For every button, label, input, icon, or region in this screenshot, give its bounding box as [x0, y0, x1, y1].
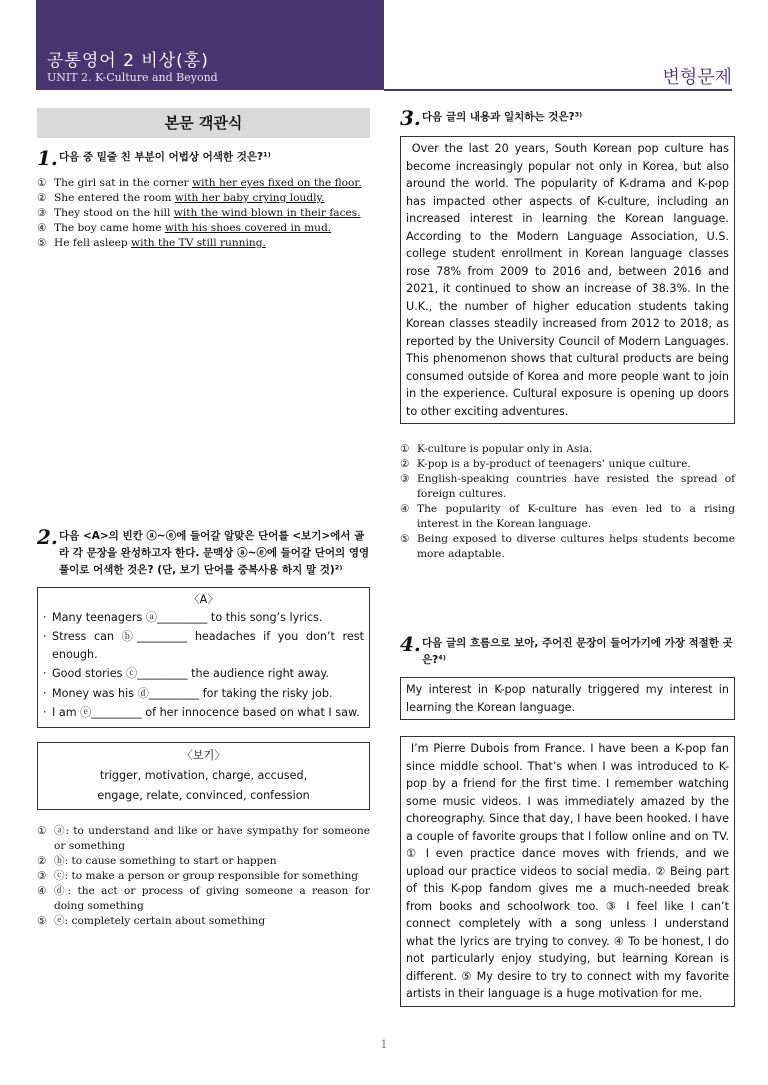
question-number: 2.: [37, 525, 58, 549]
question-number: 1.: [37, 146, 58, 170]
option-text: ⓓ: the act or process of giving someone a reason for doing something: [54, 884, 370, 912]
option-text-underlined: with his shoes covered in mud.: [164, 222, 332, 234]
passage-text: I’m Pierre Dubois from France. I have been a K-pop fan since middle school. That’s when I was introduced to K-pop by a friend for the first time. I remember watching some music videos. I was immediately amazed by the choreography. Since that day, I have been hooked. I have a couple of favorite groups that I follow online and on TV. ① I even practice dance moves with friends, and we upload our practice videos to social media. ② Being part of this K-pop fandom gives me a much-needed break from books and schoolwork too. ③ I feel like I can’t connect completely with a song unless I understand what the lyrics are trying to convey. ④ To be honest, I do not particularly enjoy studying, but learning Korean is different. ⑤ My desire to try to connect with my favorite artists in their language is a huge motivation for me.: [406, 742, 733, 1000]
box-a-list: [43, 609, 364, 722]
header-subtitle: UNIT 2. K-Culture and Beyond: [47, 71, 218, 84]
passage-text: Over the last 20 years, South Korean pop culture has become increasingly popular not only in Korea, but also around the world. The popularity of K-drama and K-pop has impacted other aspects of K-culture, including an increased interest in learning the Korean language. According to the Modern Language Association, U.S. college student enrollment in Korean language classes rose 78% from 2009 to 2016 and, between 2016 and 2021, it continued to show an increase of 38.3%. In the U.K., the number of higher education students taking Korean classes steadily increased from 2012 to 2018, as reported by the University Council of Modern Languages. This phenomenon shows that cultural products are being consumed outside of Korea and more people want to join in the experience. Cultural exposure is opening up doors to other exciting adventures.: [406, 142, 733, 418]
option-item: [400, 502, 735, 532]
option-item: [37, 884, 370, 914]
given-sentence: My interest in K-pop naturally triggered my interest in learning the Korean language.: [406, 683, 729, 714]
option-text-underlined: with the TV still running.: [131, 237, 266, 249]
option-item: [37, 206, 370, 221]
box-a-sentence: Money was his ⓓ_________ for taking the risky job.: [52, 686, 333, 700]
box-bogi: [37, 742, 370, 810]
option-item: [37, 854, 370, 869]
box-a-item: [43, 609, 364, 627]
question-text: 다음 글의 내용과 일치하는 것은?³⁾: [422, 111, 583, 123]
question-1-options: [37, 176, 370, 251]
box-a-sentence: Good stories ⓒ_________ the audience right away.: [52, 667, 330, 680]
question-4-passage: [400, 736, 735, 1007]
header-title: 공통영어 2 비상(홍): [47, 51, 209, 71]
question-number: 3.: [400, 106, 421, 130]
bullet: ·: [43, 610, 47, 624]
option-item: [37, 221, 370, 236]
question-3-options: [400, 442, 735, 562]
option-number: ②: [400, 458, 410, 470]
bullet: ·: [43, 686, 47, 700]
question-text: 다음 중 밑줄 친 부분이 어법상 어색한 것은?¹⁾: [59, 151, 271, 163]
option-number: ①: [400, 443, 410, 455]
option-text: Being exposed to diverse cultures helps students become more adaptable.: [417, 533, 735, 560]
option-number: ③: [400, 473, 410, 485]
option-text: ⓔ: completely certain about something: [54, 914, 266, 927]
question-number: 4.: [400, 632, 421, 656]
option-text: [54, 236, 370, 251]
option-number: ④: [37, 222, 47, 234]
option-item: [37, 869, 370, 884]
box-a-item: [43, 628, 364, 663]
option-number: ②: [37, 192, 47, 204]
question-3-header: [400, 108, 735, 128]
option-item: [400, 457, 735, 472]
question-2-header: [37, 527, 370, 579]
left-column: [37, 108, 370, 929]
box-bogi-title: 〈보기〉: [181, 748, 226, 762]
option-number: ⑤: [37, 914, 47, 927]
option-text: English-speaking countries have resisted the spread of foreign cultures.: [417, 473, 735, 500]
option-text-plain: The girl sat in the corner: [54, 177, 193, 189]
question-2-options: [37, 824, 370, 929]
option-item: [37, 824, 370, 854]
option-number: ①: [37, 177, 47, 189]
option-number: ④: [400, 503, 410, 515]
bullet: ·: [43, 630, 47, 643]
option-item: [37, 176, 370, 191]
option-text: [54, 176, 370, 191]
option-number: ⑤: [37, 237, 47, 249]
box-bogi-words-1: trigger, motivation, charge, accused,: [99, 768, 308, 782]
option-text: K-pop is a by-product of teenagers’ unique culture.: [417, 458, 691, 470]
option-number: ③: [37, 869, 47, 882]
given-sentence-box: [400, 677, 735, 720]
option-text-plain: She entered the room: [54, 192, 175, 204]
option-text: ⓒ: to make a person or group responsible for something: [54, 869, 359, 882]
box-a: [37, 587, 370, 728]
box-a-item: [43, 665, 364, 683]
option-text-plain: They stood on the hill: [54, 207, 174, 219]
bullet: ·: [43, 706, 47, 719]
option-item: [400, 472, 735, 502]
option-text: ⓑ: to cause something to start or happen: [54, 854, 277, 867]
option-text-plain: He fell asleep: [54, 237, 132, 249]
option-number: ③: [37, 207, 47, 219]
section-title: 본문 객관식: [37, 108, 370, 138]
option-text: The popularity of K-culture has even led to a rising interest in the Korean language.: [417, 503, 735, 530]
option-text: [54, 191, 370, 206]
header-rule: [384, 89, 732, 91]
option-text: ⓐ: to understand and like or have sympathy for someone or something: [54, 824, 370, 852]
question-text: 다음 <A>의 빈칸 ⓐ~ⓔ에 들어갈 알맞은 단어를 <보기>에서 골라 각 문장을 완성하고자 한다. 문맥상 ⓐ~ⓔ에 들어갈 단어의 영영 풀이로 어색한 것은? (단, 보기 단어를 중복사용 하지 말 것)²⁾: [59, 530, 370, 576]
bullet: ·: [43, 667, 47, 680]
option-text: [54, 221, 370, 236]
option-text-underlined: with her baby crying loudly.: [174, 192, 325, 204]
box-a-sentence: Stress can ⓑ_________ headaches if you don’t rest enough.: [52, 630, 364, 661]
option-text-underlined: with the wind blown in their faces.: [173, 207, 361, 219]
question-3-passage: [400, 136, 735, 424]
option-item: [37, 191, 370, 206]
box-a-title: 〈A〉: [188, 593, 219, 606]
option-number: ①: [37, 824, 47, 837]
option-text: K-culture is popular only in Asia.: [417, 443, 593, 455]
page-number: 1: [380, 1038, 388, 1051]
header-label: 변형문제: [662, 67, 732, 88]
option-number: ⑤: [400, 533, 410, 545]
box-a-item: [43, 685, 364, 703]
option-number: ④: [37, 884, 47, 897]
box-bogi-words-2: engage, relate, convinced, confession: [97, 788, 310, 802]
option-item: [400, 532, 735, 562]
option-item: [37, 914, 370, 929]
question-1-header: [37, 148, 370, 168]
question-text: 다음 글의 흐름으로 보아, 주어진 문장이 들어가기에 가장 적절한 곳은?⁴⁾: [422, 637, 733, 666]
option-item: [400, 442, 735, 457]
option-text-plain: The boy came home: [54, 222, 165, 234]
option-text: [54, 206, 370, 221]
option-text-underlined: with her eyes fixed on the floor.: [192, 177, 362, 189]
box-a-item: [43, 704, 364, 722]
question-4-header: [400, 634, 735, 669]
box-a-sentence: Many teenagers ⓐ_________ to this song’s lyrics.: [52, 610, 323, 624]
option-number: ②: [37, 854, 47, 867]
option-item: [37, 236, 370, 251]
box-a-sentence: I am ⓔ_________ of her innocence based on what I saw.: [52, 706, 360, 719]
right-column: [400, 108, 735, 1007]
